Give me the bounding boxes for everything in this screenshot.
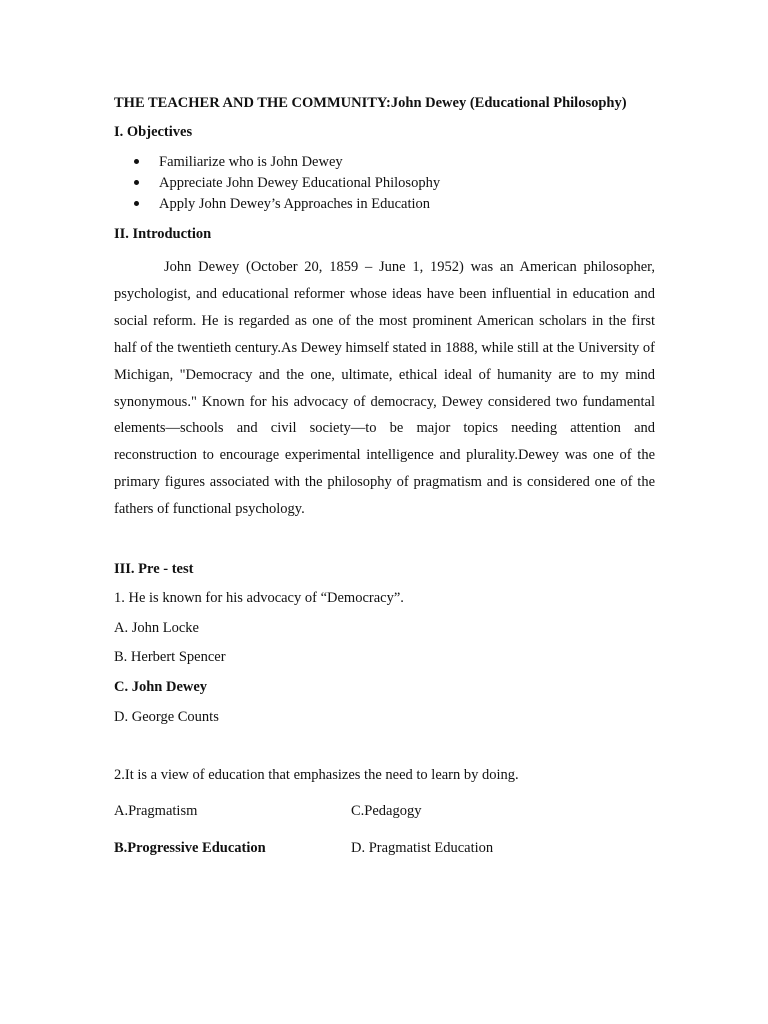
q2-option-d: D. Pragmatist Education [351, 840, 494, 856]
intro-line: advocacy of democracy, Dewey considered two fundamental elements—schools [114, 393, 656, 437]
intro-line: John Dewey (October 20, 1859 – June 1, 1952) was [164, 259, 494, 275]
q1-option-d: D. George Counts [114, 709, 219, 725]
intro-line: 1888, while still at the University of Michigan, "Democracy and the one, [114, 339, 656, 383]
objectives-list [130, 153, 440, 216]
q2-option-a: A.Pragmatism [114, 803, 198, 819]
pretest-heading: III. Pre - test [114, 561, 194, 577]
question-1: 1. He is known for his advocacy of “Democracy”. [114, 590, 404, 606]
objective-item: Apply John Dewey’s Approaches in Education [130, 195, 440, 216]
objectives-heading: I. Objectives [114, 124, 193, 140]
intro-line: with the philosophy of pragmatism and is considered one of the fathers of functional [114, 474, 656, 518]
question-2: 2.It is a view of education that emphasizes the need to learn by doing. [114, 767, 519, 783]
introduction-paragraph [114, 254, 655, 523]
intro-line: influential in education and social reform. He is regarded as one of the most prominent [114, 285, 656, 329]
intro-line: and civil society—to be major topics needing attention and reconstruction to encourage [114, 420, 656, 464]
q1-option-c-answer: C. John Dewey [114, 679, 208, 695]
intro-line: ultimate, ethical ideal of humanity are to my mind synonymous." Known for his [114, 366, 655, 410]
q1-option-a: A. John Locke [114, 620, 199, 636]
q2-option-b-answer: B.Progressive Education [114, 840, 266, 856]
document-title: THE TEACHER AND THE COMMUNITY:John Dewey (Educational Philosophy) [114, 95, 627, 111]
q1-option-b: B. Herbert Spencer [114, 649, 226, 665]
intro-line: an American philosopher, psychologist, and educational reformer whose ideas have been [114, 259, 656, 302]
intro-line: American scholars in the first half of the twentieth century.As Dewey himself stated in [114, 312, 655, 356]
intro-line: psychology. [235, 501, 305, 518]
objective-item: Appreciate John Dewey Educational Philosophy [130, 174, 440, 195]
objective-item: Familiarize who is John Dewey [130, 153, 440, 174]
intro-line: experimental intelligence and plurality.Dewey was one of the primary figures associated [114, 447, 656, 491]
introduction-heading: II. Introduction [114, 226, 212, 242]
q2-option-c: C.Pedagogy [351, 803, 422, 819]
